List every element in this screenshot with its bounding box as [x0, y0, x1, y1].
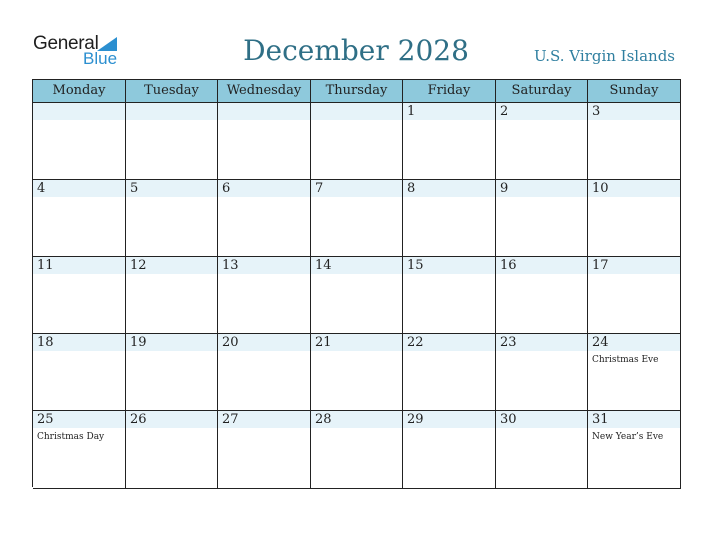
day-number: 27 — [222, 412, 239, 427]
day-cell — [496, 411, 588, 489]
logo-word-blue: Blue — [83, 49, 118, 68]
day-cell — [588, 334, 681, 411]
week-row — [33, 334, 681, 411]
day-cell — [126, 257, 218, 334]
day-number: 29 — [407, 412, 424, 427]
day-cell — [588, 103, 681, 180]
holiday-label: Christmas Eve — [592, 355, 659, 365]
region-label: U.S. Virgin Islands — [534, 47, 675, 65]
day-cell — [496, 257, 588, 334]
day-cell — [311, 411, 403, 489]
calendar-title: December 2028 — [243, 34, 469, 67]
day-number: 10 — [592, 181, 609, 196]
day-cell — [33, 103, 126, 180]
weekday-header: Thursday — [311, 80, 403, 103]
day-cell — [33, 257, 126, 334]
weekday-header: Tuesday — [126, 80, 218, 103]
logo-word-general: General — [33, 33, 99, 54]
holiday-label: Christmas Day — [37, 432, 105, 442]
weekday-header: Sunday — [588, 80, 681, 103]
day-cell — [311, 257, 403, 334]
day-number: 30 — [500, 412, 517, 427]
day-number: 17 — [592, 258, 609, 273]
day-cell — [588, 257, 681, 334]
holiday-label: New Year’s Eve — [592, 432, 664, 442]
day-number: 28 — [315, 412, 332, 427]
day-number: 25 — [37, 412, 54, 427]
day-number-band — [33, 180, 125, 197]
day-number: 23 — [500, 335, 517, 350]
day-cell — [126, 411, 218, 489]
day-number-band — [403, 103, 495, 120]
day-number: 19 — [130, 335, 147, 350]
day-number: 12 — [130, 258, 147, 273]
day-cell — [496, 103, 588, 180]
weekday-header: Saturday — [496, 80, 588, 103]
day-cell — [126, 180, 218, 257]
day-cell — [218, 334, 311, 411]
day-number: 2 — [500, 104, 509, 119]
day-cell — [403, 411, 496, 489]
day-cell — [33, 180, 126, 257]
day-cell — [403, 257, 496, 334]
day-cell — [218, 257, 311, 334]
day-number: 4 — [37, 181, 46, 196]
day-number: 31 — [592, 412, 609, 427]
weekday-header: Wednesday — [218, 80, 311, 103]
day-number: 26 — [130, 412, 147, 427]
week-row — [33, 257, 681, 334]
day-number: 13 — [222, 258, 239, 273]
day-number: 6 — [222, 181, 231, 196]
day-cell — [403, 334, 496, 411]
day-cell — [126, 103, 218, 180]
day-cell — [588, 180, 681, 257]
day-cell — [311, 103, 403, 180]
day-cell — [403, 180, 496, 257]
day-cell — [311, 180, 403, 257]
day-cell — [33, 334, 126, 411]
day-number-band — [496, 103, 587, 120]
day-number: 15 — [407, 258, 424, 273]
day-cell — [126, 334, 218, 411]
day-number: 16 — [500, 258, 517, 273]
week-row — [33, 103, 681, 180]
day-number-band — [588, 103, 680, 120]
day-number-band — [311, 103, 402, 120]
day-cell — [218, 103, 311, 180]
day-number: 21 — [315, 335, 332, 350]
week-row — [33, 180, 681, 257]
day-number: 22 — [407, 335, 424, 350]
day-number-band — [403, 180, 495, 197]
calendar-grid — [32, 79, 681, 487]
day-number-band — [126, 103, 217, 120]
day-number-band — [311, 180, 402, 197]
day-number-band — [33, 103, 125, 120]
day-number: 7 — [315, 181, 324, 196]
day-number: 24 — [592, 335, 609, 350]
day-cell — [33, 411, 126, 489]
day-number: 11 — [37, 258, 54, 273]
day-number: 3 — [592, 104, 601, 119]
day-number: 1 — [407, 104, 416, 119]
day-number: 20 — [222, 335, 239, 350]
week-row — [33, 411, 681, 489]
day-cell — [496, 334, 588, 411]
weekday-header: Friday — [403, 80, 496, 103]
day-cell — [311, 334, 403, 411]
day-cell — [403, 103, 496, 180]
day-cell — [218, 180, 311, 257]
day-number-band — [126, 180, 217, 197]
day-number: 5 — [130, 181, 139, 196]
day-cell — [496, 180, 588, 257]
day-number: 18 — [37, 335, 54, 350]
day-number-band — [218, 103, 310, 120]
day-number-band — [218, 180, 310, 197]
day-number: 8 — [407, 181, 416, 196]
day-number-band — [496, 180, 587, 197]
weekday-header: Monday — [33, 80, 126, 103]
day-cell — [218, 411, 311, 489]
day-cell — [588, 411, 681, 489]
day-number: 9 — [500, 181, 509, 196]
weekday-header-row — [33, 80, 681, 103]
day-number: 14 — [315, 258, 332, 273]
weeks-container — [33, 103, 681, 489]
